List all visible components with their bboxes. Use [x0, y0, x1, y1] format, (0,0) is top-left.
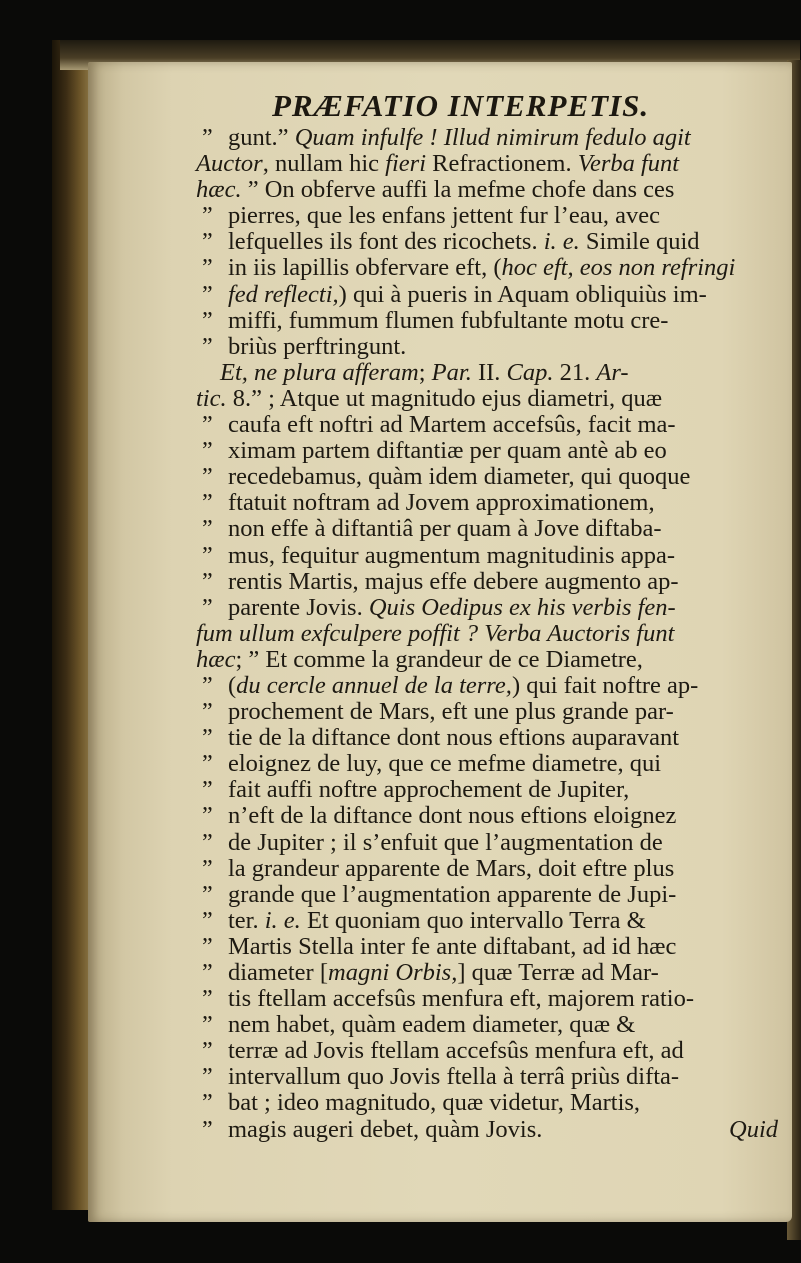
text-line: [196, 856, 788, 882]
text-segment: diameter [: [228, 959, 328, 986]
text-line: [196, 1064, 788, 1090]
text-segment: 8.” ; Atque ut magnitudo ejus diametri, quæ: [226, 384, 663, 412]
text-segment: ;: [418, 358, 432, 386]
text-line: [196, 1090, 788, 1116]
text-segment: lefquelles ils font des ricochets.: [228, 228, 544, 256]
text-segment: Et, ne plura afferam: [220, 358, 419, 386]
text-segment: eloignez de luy, que ce mefme diametre, qui: [228, 750, 662, 778]
text-line: [196, 777, 788, 803]
text-segment: briùs perftringunt.: [228, 332, 407, 360]
text-line: [196, 308, 788, 334]
text-line: [196, 543, 788, 569]
text-segment: fieri: [385, 150, 427, 178]
text-segment: pierres, que les enfans jettent fur l’eau, avec: [228, 202, 660, 230]
text-segment: ftatuit noftram ad Jovem approximationem,: [228, 489, 655, 517]
text-segment: tis ftellam accefsûs menfura eft, majorem ratio-: [228, 985, 694, 1013]
text-segment: magni Orbis,: [328, 959, 458, 986]
book-spine: [52, 40, 92, 1210]
text-line: [196, 699, 788, 725]
text-segment: fait auffi noftre approchement de Jupiter,: [228, 776, 630, 804]
text-line: [196, 203, 788, 229]
text-segment: Par.: [431, 358, 472, 386]
text-line: [196, 647, 788, 673]
body-text: [196, 125, 788, 1143]
text-segment: 21.: [553, 358, 597, 386]
text-line: [196, 569, 788, 595]
text-line: [196, 1117, 788, 1143]
text-segment: Quam infulfe ! Illud nimirum fedulo agit: [294, 124, 691, 151]
text-line: [196, 1038, 788, 1064]
text-line: [196, 751, 788, 777]
text-line: [196, 882, 788, 908]
text-segment: nem habet, quàm eadem diameter, quæ &: [228, 1011, 636, 1039]
text-line: [196, 438, 788, 464]
text-line: [196, 673, 788, 699]
text-segment: la grandeur apparente de Mars, doit eftre plus: [228, 854, 675, 882]
text-line: [196, 125, 788, 151]
text-segment: Verba funt: [577, 150, 680, 178]
text-segment: prochement de Mars, eft une plus grande par-: [228, 698, 674, 726]
text-segment: hoc eft, eos non refringi: [501, 254, 736, 282]
text-segment: ” On obferve auffi la mefme chofe dans ces: [241, 176, 675, 204]
text-segment: hæc: [196, 645, 236, 673]
text-segment: Refractionem.: [426, 150, 578, 178]
text-line: [196, 229, 788, 255]
text-segment: ) qui à pueris in Aquam obliquiùs im-: [338, 280, 707, 308]
catchword: Quid: [729, 1115, 778, 1143]
text-segment: non effe à diftantiâ per quam à Jove diftaba-: [228, 515, 662, 543]
text-segment: bat ; ideo magnitudo, quæ videtur, Martis,: [228, 1089, 641, 1117]
text-segment: fed reflecti,: [228, 280, 339, 308]
text-segment: miffi, fummum flumen fubfultante motu cre-: [228, 306, 669, 334]
text-line: [196, 595, 788, 621]
text-segment: mus, fequitur augmentum magnitudinis appa-: [228, 541, 676, 569]
text-line: [196, 1012, 788, 1038]
text-segment: Cap.: [506, 358, 554, 386]
running-head: PRÆFATIO INTERPETIS.: [272, 88, 650, 123]
text-line: [196, 334, 788, 360]
text-line: [196, 412, 788, 438]
text-line: [196, 830, 788, 856]
text-line: [196, 255, 788, 281]
text-segment: ) qui fait noftre ap-: [511, 671, 699, 699]
text-segment: fum ullum exfculpere poffit ? Verba Auctoris funt: [196, 619, 675, 647]
text-segment: tie de la diftance dont nous eftions auparavant: [228, 724, 680, 752]
text-segment: parente Jovis.: [228, 593, 369, 621]
text-line: [196, 282, 788, 308]
text-line: [196, 934, 788, 960]
text-segment: Ar-: [596, 358, 629, 386]
text-line: [196, 177, 788, 203]
text-segment: hæc.: [196, 176, 242, 204]
text-line: [196, 386, 788, 412]
text-segment: de Jupiter ; il s’enfuit que l’augmentation de: [228, 828, 663, 856]
text-line: [196, 803, 788, 829]
text-segment: ] quæ Terræ ad Mar-: [457, 959, 659, 986]
text-segment: n’eft de la diftance dont nous eftions eloignez: [228, 802, 677, 830]
text-segment: (: [228, 671, 237, 699]
text-line: [196, 621, 788, 647]
text-segment: ; ” Et comme la grandeur de ce Diametre,: [235, 645, 643, 673]
text-segment: ximam partem diftantiæ per quam antè ab eo: [228, 437, 667, 465]
text-segment: recedebamus, quàm idem diameter, qui quoque: [228, 463, 691, 491]
text-line: [196, 908, 788, 934]
text-segment: Simile quid: [579, 228, 700, 256]
text-line: [196, 516, 788, 542]
text-segment: i. e.: [543, 228, 580, 256]
text-segment: grande que l’augmentation apparente de Jupi-: [228, 880, 677, 908]
text-segment: tic.: [196, 384, 227, 412]
text-segment: Quis Oedipus ex his verbis fen-: [368, 593, 676, 621]
text-line: [196, 725, 788, 751]
text-segment: Auctor: [196, 150, 263, 178]
text-segment: ter.: [228, 906, 265, 934]
text-segment: intervallum quo Jovis ftella à terrâ priùs difta-: [228, 1063, 680, 1091]
text-segment: in iis lapillis obfervare eft, (: [228, 254, 502, 282]
text-segment: gunt.”: [228, 124, 295, 151]
text-line: [196, 360, 788, 386]
text-line: [196, 960, 788, 986]
text-line: [196, 490, 788, 516]
text-segment: caufa eft noftri ad Martem accefsûs, facit ma-: [228, 411, 676, 439]
text-segment: II.: [471, 358, 507, 386]
text-segment: i. e.: [264, 906, 301, 934]
text-line: [196, 464, 788, 490]
text-line: [196, 151, 788, 177]
text-segment: du cercle annuel de la terre,: [236, 671, 512, 699]
text-segment: magis augeri debet, quàm Jovis.: [228, 1115, 543, 1143]
text-line: [196, 986, 788, 1012]
text-segment: rentis Martis, majus effe debere augmento ap-: [228, 567, 679, 595]
text-segment: terræ ad Jovis ftellam accefsûs menfura eft, ad: [228, 1037, 684, 1065]
text-segment: Et quoniam quo intervallo Terra &: [300, 906, 646, 934]
text-segment: Martis Stella inter fe ante diftabant, ad id hæc: [228, 932, 677, 960]
text-segment: , nullam hic: [262, 150, 386, 178]
